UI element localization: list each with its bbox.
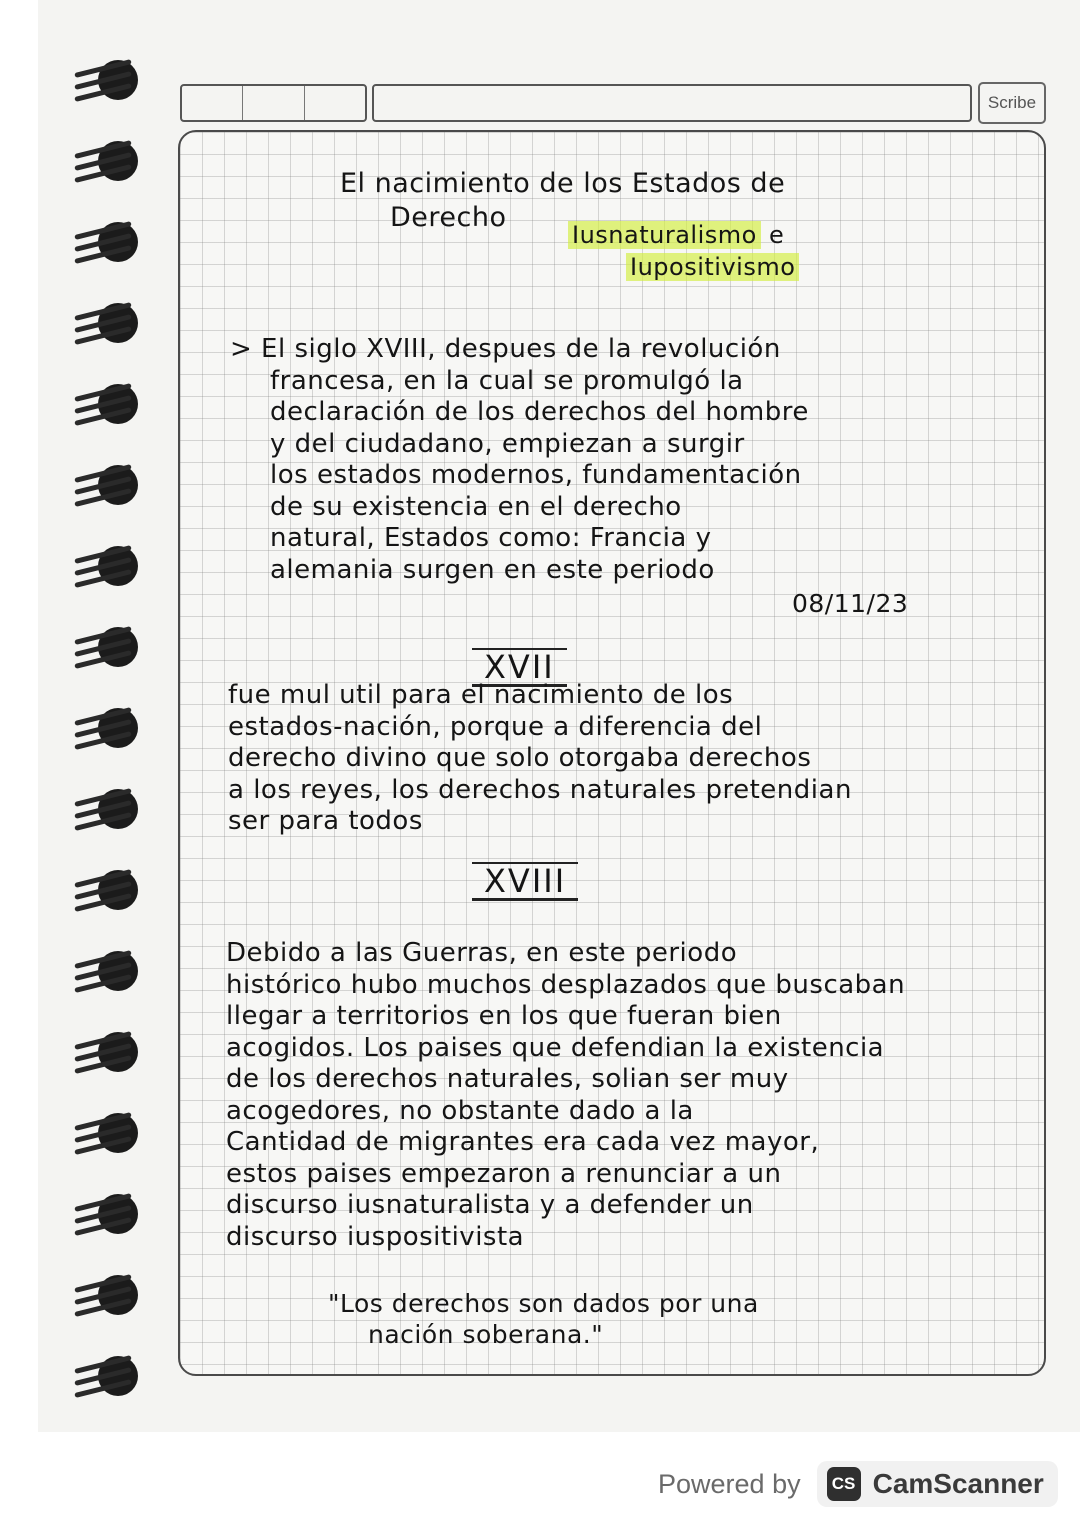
spiral-binding <box>38 0 158 1432</box>
spiral-ring <box>74 1271 140 1317</box>
text-line: estos paises empezaron a renunciar a un <box>226 1158 782 1189</box>
quote-line: "Los derechos son dados por una <box>328 1289 759 1318</box>
spiral-ring <box>74 947 140 993</box>
spiral-ring <box>74 299 140 345</box>
spiral-ring <box>74 623 140 669</box>
text-line: derecho divino que solo otorgaba derechos <box>228 743 812 773</box>
spiral-ring <box>74 1109 140 1155</box>
spiral-ring <box>74 1190 140 1236</box>
title-subtitle-2 <box>626 252 799 283</box>
text-line: a los reyes, los derechos naturales pretendian <box>228 774 852 805</box>
text-line: de los derechos naturales, solian ser muy <box>226 1064 789 1094</box>
heading-xvii: XVII <box>472 648 567 687</box>
quote-line: nación soberana." <box>368 1320 604 1349</box>
paragraph-xvii <box>228 680 852 838</box>
heading-xviii: XVIII <box>472 862 578 901</box>
spiral-ring <box>74 704 140 750</box>
paragraph-xviii <box>226 938 905 1253</box>
notebook-page <box>38 0 1080 1432</box>
spiral-ring <box>74 218 140 264</box>
text-line: natural, Estados como: Francia y <box>270 523 712 553</box>
notebook-brand-label: Scribe <box>978 82 1046 124</box>
text-line: de su existencia en el derecho <box>270 491 682 522</box>
text-line: y del ciudadano, empiezan a surgir <box>270 428 745 459</box>
spiral-ring <box>74 542 140 588</box>
powered-by-label: Powered by <box>658 1468 801 1499</box>
text-line: discurso iuspositivista <box>226 1221 525 1252</box>
text-line: ser para todos <box>228 806 423 836</box>
text-line: estados-nación, porque a diferencia del <box>228 711 763 742</box>
spiral-ring <box>74 1028 140 1074</box>
text-line: histórico hubo muchos desplazados que buscaban <box>226 969 906 1000</box>
spiral-ring <box>74 785 140 831</box>
spiral-ring <box>74 461 140 507</box>
text-line: > El siglo XVIII, despues de la revolución <box>230 334 781 364</box>
spiral-ring <box>74 1352 140 1398</box>
camscanner-name: CamScanner <box>872 1468 1044 1499</box>
camscanner-badge <box>817 1461 1058 1507</box>
spiral-ring <box>74 137 140 183</box>
text-line: declaración de los derechos del hombre <box>270 397 809 427</box>
camscanner-logo-icon: CS <box>827 1467 861 1501</box>
text-line: llegar a territorios en los que fueran bien <box>226 1001 782 1031</box>
header-date-boxes <box>180 84 367 122</box>
spiral-ring <box>74 380 140 426</box>
text-line: fue mul util para el nacimiento de los <box>228 680 734 710</box>
closing-quote <box>328 1288 759 1350</box>
note-frame <box>178 130 1046 1376</box>
camscanner-watermark <box>658 1456 1058 1512</box>
spiral-ring <box>74 866 140 912</box>
text-line: discurso iusnaturalista y a defender un <box>226 1190 754 1220</box>
title-line-2: Derecho <box>390 202 507 233</box>
header-title-box <box>372 84 972 122</box>
text-line: acogidos. Los paises que defendian la existencia <box>226 1032 885 1063</box>
paragraph-siglo-xviii <box>230 334 809 586</box>
highlight-iusnaturalismo: Iusnaturalismo <box>568 221 761 249</box>
title-subtitle <box>568 220 784 251</box>
text-line: Cantidad de migrantes era cada vez mayor, <box>226 1127 820 1157</box>
title-conjunction: e <box>768 221 785 249</box>
text-line: Debido a las Guerras, en este periodo <box>226 938 738 968</box>
text-line: los estados modernos, fundamentación <box>270 460 802 490</box>
text-line: acogedores, no obstante dado a la <box>226 1095 694 1126</box>
title-line-1: El nacimiento de los Estados de <box>340 168 786 199</box>
spiral-ring <box>74 56 140 102</box>
text-line: francesa, en la cual se promulgó la <box>270 365 744 396</box>
text-line: alemania surgen en este periodo <box>270 554 715 585</box>
note-date: 08/11/23 <box>792 589 909 618</box>
highlight-iupositivismo: Iupositivismo <box>626 253 799 281</box>
